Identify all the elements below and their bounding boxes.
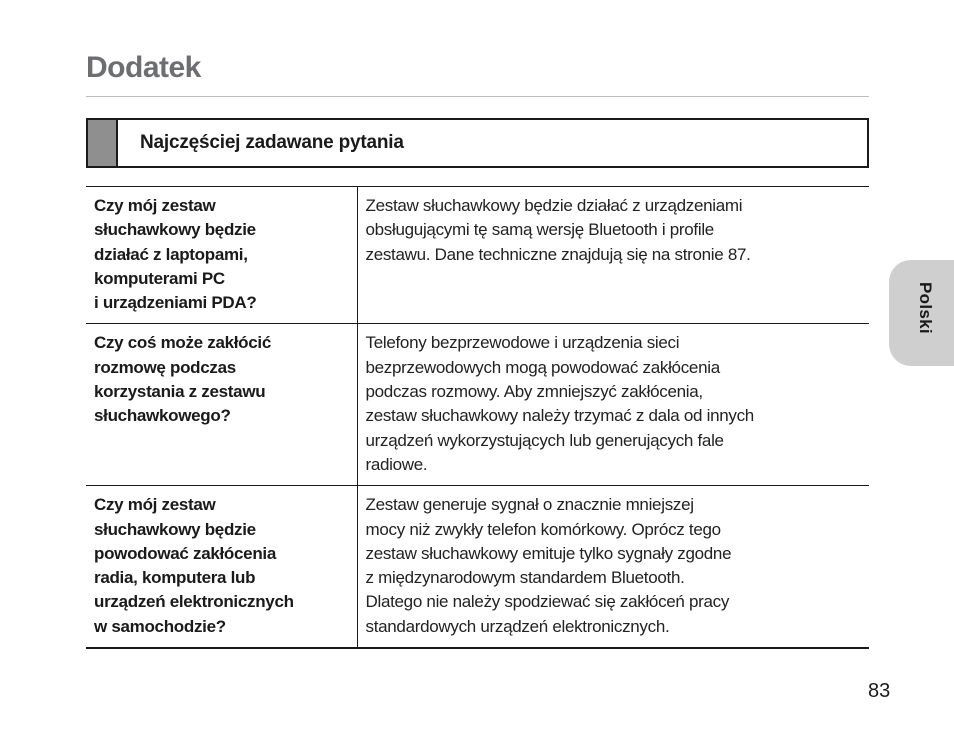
language-tab-label: Polski [916,282,935,334]
faq-row [86,486,869,648]
faq-answer-cell [357,486,869,648]
page-number: 83 [868,680,891,702]
faq-row [86,324,869,486]
faq-answer-cell [357,187,869,324]
faq-question-cell [86,324,357,486]
title-divider [86,96,869,97]
faq-question: Czy mój zestaw słuchawkowy będzie powodować zakłócenia radia, komputera lub urządzeń elektronicznych w samochodzie? [94,495,294,636]
faq-question-cell [86,187,357,324]
faq-answer: Zestaw słuchawkowy będzie działać z urządzeniami obsługującymi tę samą wersję Bluetooth i profile zestawu. Dane techniczne znajdują się na stronie 87. [365,196,751,264]
faq-question-cell [86,486,357,648]
faq-answer-cell [357,324,869,486]
faq-row [86,187,869,324]
faq-table [86,186,869,649]
faq-answer: Zestaw generuje sygnał o znacznie mniejszej mocy niż zwykły telefon komórkowy. Oprócz tego zestaw słuchawkowy emituje tylko sygnały zgodne z międzynarodowym standardem Bluetooth. Dlatego nie należy spodziewać się zakłóceń pracy standardowych urządzeń elektronicznych. [365,495,732,636]
faq-answer: Telefony bezprzewodowe i urządzenia sieci bezprzewodowych mogą powodować zakłócenia podczas rozmowy. Aby zmniejszyć zakłócenia, zestaw słuchawkowy należy trzymać z dala od innych urządzeń wykorzystujących lub generujących fale radiowe. [365,333,754,474]
section-marker-block [88,120,118,166]
faq-question: Czy coś może zakłócić rozmowę podczas korzystania z zestawu słuchawkowego? [94,333,271,426]
faq-question: Czy mój zestaw słuchawkowy będzie działać z laptopami, komputerami PC i urządzeniami PDA? [94,196,257,313]
language-side-tab [889,260,954,366]
section-title: Najczęściej zadawane pytania [140,132,404,153]
page-title: Dodatek [86,51,201,84]
section-header [86,118,869,168]
